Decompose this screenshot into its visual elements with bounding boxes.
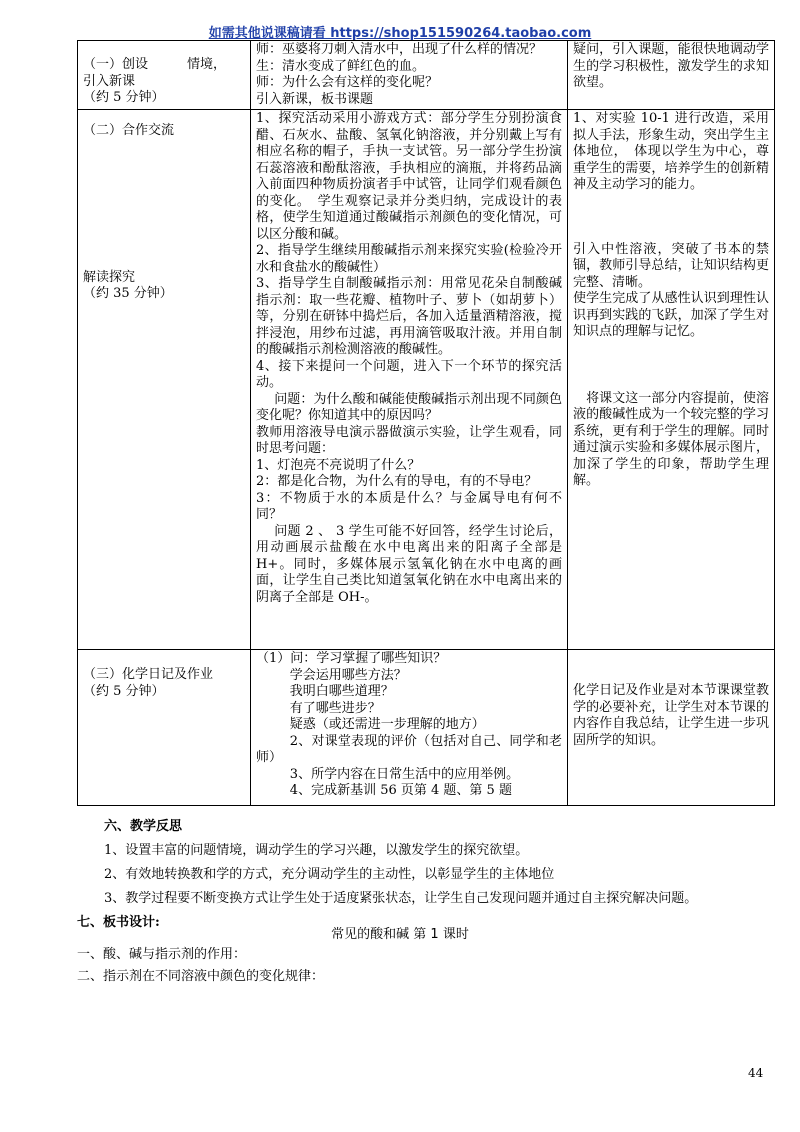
stage-line: （约 5 分钟） bbox=[83, 90, 165, 105]
lesson-plan-table bbox=[77, 40, 775, 806]
content-paragraph: 教师用溶液导电演示器做演示实验，让学生观看，同时思考问题： bbox=[256, 424, 562, 456]
stage-cell bbox=[78, 110, 251, 650]
content-paragraph: 2、指导学生继续用酸碱指示剂来探究实验(检验冷开水和食盐水的酸碱性） bbox=[256, 243, 562, 275]
content-paragraph: 引入新课，板书课题 bbox=[256, 91, 374, 107]
table-row bbox=[78, 650, 775, 806]
stage-cell bbox=[78, 650, 251, 806]
stage-cell bbox=[78, 41, 251, 110]
board-line: 一、酸、碱与指示剂的作用： bbox=[77, 947, 247, 962]
content-paragraph: 3：不物质于水的本质是什么？与金属导电有何不同？ bbox=[256, 490, 562, 522]
intent-cell bbox=[568, 41, 775, 110]
content-paragraph: 4、完成新基训 56 页第 4 题、第 5 题 bbox=[289, 783, 512, 798]
content-paragraph: 疑惑（或还需进一步理解的地方） bbox=[289, 717, 485, 732]
intent-paragraph: 1、对实验 10-1 进行改造，采用拟人手法，形象生动，突出学生主体地位， 体现以学生为中心，尊重学生的需要，培养学生的创新精神及主动学习的能力。 bbox=[573, 111, 769, 192]
stage-line: （二）合作交流 bbox=[83, 123, 175, 138]
content-paragraph: 生：清水变成了鲜红色的血。 bbox=[256, 58, 426, 74]
reflection-item: 1、设置丰富的问题情境，调动学生的学习兴趣，以激发学生的探究欲望。 bbox=[104, 843, 529, 858]
stage-line: （一）创设 情境， bbox=[83, 57, 227, 72]
reflection-heading: 六、教学反思 bbox=[104, 819, 183, 834]
intent-paragraph: 将课文这一部分内容提前，使溶液的酸碱性成为一个较完整的学习系统，更有利于学生的理解。同时通过演示实验和多媒体展示图片，加深了学生的印象，帮助学生理解。 bbox=[573, 390, 769, 488]
table-row bbox=[78, 41, 775, 110]
content-cell bbox=[251, 110, 568, 650]
content-paragraph: 3、所学内容在日常生活中的应用举例。 bbox=[289, 766, 520, 782]
board-line: 二、指示剂在不同溶液中颜色的变化规律： bbox=[77, 969, 325, 984]
reflection-item: 2、有效地转换教和学的方式，充分调动学生的主动性，以彰显学生的主体地位 bbox=[104, 867, 555, 882]
content-cell bbox=[251, 41, 568, 110]
content-paragraph: 学会运用哪些方法？ bbox=[289, 667, 407, 683]
intent-cell bbox=[568, 650, 775, 806]
stage-line: （三）化学日记及作业 bbox=[83, 667, 214, 682]
intent-cell bbox=[568, 110, 775, 650]
intent-paragraph: 化学日记及作业是对本节课课堂教学的必要补充，让学生对本节课的内容作自我总结，让学生进一步巩固所学的知识。 bbox=[573, 683, 769, 748]
table-row bbox=[78, 110, 775, 650]
content-paragraph: 问题：为什么酸和碱能使酸碱指示剂出现不同颜色变化呢？你知道其中的原因吗？ bbox=[256, 391, 562, 423]
content-paragraph: 1、灯泡亮不亮说明了什么？ bbox=[256, 457, 421, 473]
content-cell bbox=[251, 650, 568, 806]
content-paragraph: 师：巫婆将刀刺入清水中，出现了什么样的情况？ bbox=[256, 42, 543, 57]
content-paragraph: 我明白哪些道理？ bbox=[289, 684, 394, 699]
content-paragraph: （1）问：学习掌握了哪些知识？ bbox=[256, 651, 447, 666]
intent-paragraph: 使学生完成了从感性认识到理性认识再到实践的飞跃，加深了学生对知识点的理解与记忆。 bbox=[573, 291, 769, 339]
page-number: 44 bbox=[748, 1066, 764, 1080]
stage-line: （约 5 分钟） bbox=[83, 683, 165, 699]
content-paragraph: 3、指导学生自制酸碱指示剂：用常见花朵自制酸碱指示剂：取一些花瓣、植物叶子、萝卜（如胡萝卜）等，分别在研钵中捣烂后，各加入适量酒精溶液，搅拌浸泡，用纱布过滤，再用滴管吸取汁液。并用自制的酸碱指示剂检测溶液的酸碱性。 bbox=[256, 276, 562, 357]
content-paragraph: 问题 2 、 3 学生可能不好回答，经学生讨论后，用动画展示盐酸在水中电离出来的阳离子全部是 H+。同时，多媒体展示氢氧化钠在水中电离的画面，让学生自己类比知道氢氧化钠在水中电离出来的阴离子全部是 OH-。 bbox=[256, 523, 562, 605]
stage-line: 解读探究 bbox=[83, 269, 136, 285]
board-title: 常见的酸和碱 第 1 课时 bbox=[331, 927, 469, 942]
content-paragraph: 师：为什么会有这样的变化呢？ bbox=[256, 75, 439, 90]
stage-line: 引入新课 bbox=[83, 73, 136, 89]
intent-paragraph: 引入中性溶液，突破了书本的禁锢，教师引导总结，让知识结构更完整、清晰。 bbox=[573, 241, 769, 290]
content-paragraph: 2、对课堂表现的评价（包括对自己、同学和老师） bbox=[256, 733, 562, 765]
reflection-item: 3、教学过程要不断变换方式让学生处于适度紧张状态，让学生自己发现问题并通过自主探究解决问题。 bbox=[104, 891, 698, 906]
stage-line: （约 35 分钟） bbox=[83, 286, 173, 301]
content-paragraph: 2：都是化合物，为什么有的导电，有的不导电？ bbox=[256, 474, 538, 489]
content-paragraph: 1、探究活动采用小游戏方式：部分学生分别扮演食醋、石灰水、盐酸、氢氧化钠溶液，并分别戴上写有相应名称的帽子，手执一支试管。另一部分学生扮演石蕊溶液和酚酞溶液，手执相应的滴瓶，并将药品滴入前面四种物质扮演者手中试管，让同学们观看颜色的变化。 学生观察记录并分类归纳，完成设计的表格，使学生知道通过酸碱指示剂颜色的变化情况，可以区分酸和碱。 bbox=[256, 111, 562, 242]
page-header-link[interactable]: 如需其他说课稿请看 https://shop151590264.taobao.com bbox=[208, 26, 592, 41]
intent-paragraph: 疑问，引入课题，能很快地调动学生的学习积极性，激发学生的求知欲望。 bbox=[573, 42, 769, 90]
board-heading: 七、板书设计: bbox=[77, 915, 160, 930]
content-paragraph: 有了哪些进步？ bbox=[289, 700, 381, 716]
content-paragraph: 4、接下来提问一个问题，进入下一个环节的探究活动。 bbox=[256, 358, 562, 390]
